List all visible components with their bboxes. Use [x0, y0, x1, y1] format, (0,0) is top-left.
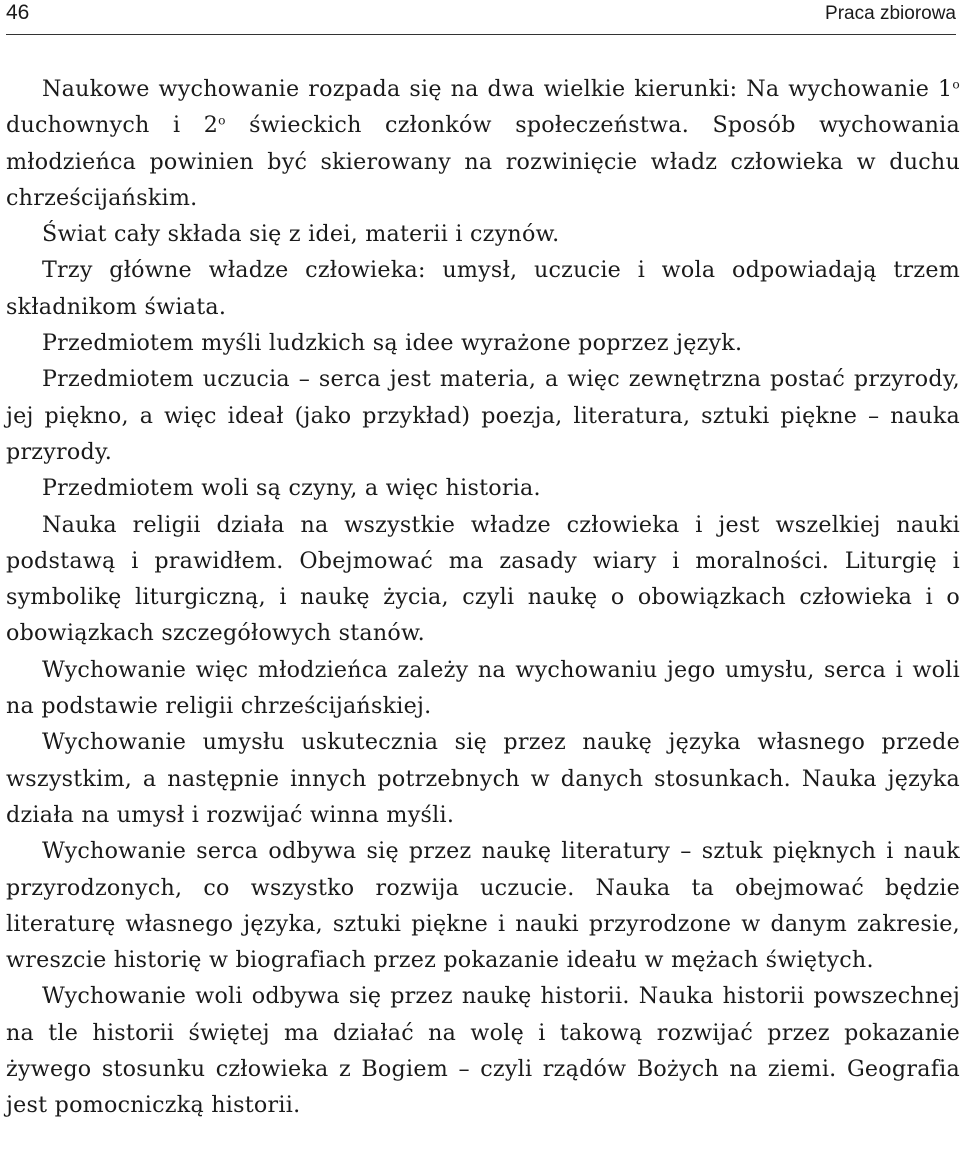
page-header	[6, 0, 956, 35]
paragraph	[6, 71, 960, 216]
text-run: świeckich członków społeczeństwa. Sposób wychowania młodzieńca powinien być skierowany na rozwinięcie władz człowieka w duchu chrześcijańskim.	[6, 112, 960, 211]
paragraph: Przedmiotem uczucia – serca jest materia, a więc zewnętrzna postać przyrody, jej piękno, a więc ideał (jako przykład) poezja, literatura, sztuki piękne – nauka przyrody.	[6, 366, 960, 465]
ordinal-superscript: o	[952, 77, 960, 92]
text-run: Naukowe wychowanie rozpada się na dwa wielkie kierunki: Na wychowanie 1	[42, 76, 953, 102]
paragraph: Trzy główne władze człowieka: umysł, uczucie i wola odpowiadają trzem składnikom świata.	[6, 257, 960, 320]
paragraph: Świat cały składa się z idei, materii i czynów.	[42, 221, 560, 248]
paragraph: Wychowanie serca odbywa się przez naukę literatury – sztuk pięknych i nauk przyrodzonych, co wszystko rozwija uczucie. Nauka ta obejmować będzie literaturę własnego języka, sztuki piękne i nauki przyrodzone w danym zakresie, wreszcie historię w biografiach przez pokazanie ideału w mężach świętych.	[6, 838, 960, 974]
running-title: Praca zbiorowa	[825, 3, 956, 24]
text-run: duchownych i 2	[6, 112, 219, 139]
body-text	[6, 71, 960, 1124]
paragraph: Wychowanie woli odbywa się przez naukę historii. Nauka historii powszechnej na tle historii świętej ma działać na wolę i takową rozwijać przez pokazanie żywego stosunku człowieka z Bogiem – czyli rządów Bożych na ziemi. Geografia jest pomocniczką historii.	[6, 983, 960, 1119]
paragraph: Wychowanie umysłu uskutecznia się przez naukę języka własnego przede wszystkim, a następnie innych potrzebnych w danych stosunkach. Nauka języka działa na umysł i rozwijać winna myśli.	[6, 729, 960, 828]
page-number: 46	[6, 1, 30, 24]
paragraph: Nauka religii działa na wszystkie władze człowieka i jest wszelkiej nauki podstawą i prawidłem. Obejmować ma zasady wiary i moralności. Liturgię i symbolikę liturgiczną, i naukę życia, czyli naukę o obowiązkach człowieka i o obowiązkach szczegółowych stanów.	[6, 511, 960, 647]
paragraph: Przedmiotem woli są czyny, a więc historia.	[42, 475, 541, 502]
paragraph: Wychowanie więc młodzieńca zależy na wychowaniu jego umysłu, serca i woli na podstawie religii chrześcijańskiej.	[6, 656, 960, 720]
ordinal-superscript: o	[218, 113, 226, 128]
paragraph: Przedmiotem myśli ludzkich są idee wyrażone poprzez język.	[42, 330, 743, 357]
